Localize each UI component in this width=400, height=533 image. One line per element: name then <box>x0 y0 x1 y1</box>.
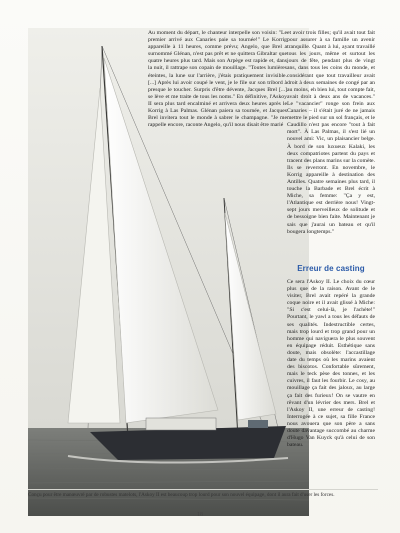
caption-divider <box>28 489 378 490</box>
photo-caption: Conçu pour être manœuvré par de robustes matelots, l'Askoy II est beaucoup trop lourd pour son nouvel équipage, dont il aura fait d'user les forces. <box>28 492 335 498</box>
article-column-right-lower: Ce sera l'Askoy II. Le choix du cœur plus que de la raison. Avant de le visiter, Brel avait repéré la grande coque noire et il avait glissé à Miche: "Si c'est celui-là, je l'achète!" Pourtant, le yawl a tous les défauts de ses qualités. Indestructible certes, mais trop lourd et trop grand pour un homme qui naviguera le plus souvent en équipage réduit. Esthétique sans doute, mais obsolète: l'accastillage date du temps où les marins avaient des biscotos. Confortable sûrement, mais le teck pèse des tonnes, et les cuivres, il faut les fourbir. Le cosy, au mouillage ça fait des jaloux, au large ça fait des furieux! On se vautre en rêvant d'un lévrier des mers. Brel et l'Askoy II, une erreur de casting! Interrogée à ce sujet, sa fille France nous avouera que son père a sans doute davantage succombé au charme d'Hugo Van Kuyck qu'à celui de son bateau. <box>287 279 375 449</box>
article-column-left: Au moment du départ, le chanteur interpelle son voisin: "Le premier arrivé aux Canaries paie sa tournée!" Le Korrig appareille à 11 heures, comme prévu; Angelo, que Brel a surnommé Glénan, n'est pas prêt et ne quittera Gibraltar que quatre heures plus tard. Mais son Arpège est rapide et, dans la nuit, il rattrape son copain de mouillage. "Toutes lumières éteintes, la lune sur l'arrière, j'étais pratiquement invisible. [...] Après lui avoir coupé le vent, je le file sur son tribord à presque le toucher. Surpris d'être dévente, Jacques Brel [...] se lève et me traite de tous les noms." En définitive, l'Askoy II sera plus tard encalminé et arrivera deux heures après le Korrig à Las Palmas. Glénan paiera sa tournée, et Jacques Brel invitera tout le monde à sabrer le champagne. "Je me rappelle encore, raconte Angelo, qu'il nous disait être marié <box>148 30 287 129</box>
section-title: Erreur de casting <box>297 264 365 273</box>
article-column-right: et avoir trois filles; qu'il avait tout fait pour assurer à sa famille un avenir tranquille. Quant à lui, ayant travaillé tous les jours, même et surtout les jours de fête, pendant plus de vingt ans, dans tous les coins du monde, et considérant que tout travailleur avait droit à deux semaines de congé par an au moins, eh bien lui, tout compte fait, avait droit à deux ans de vacances." Le "vacancier" ronge son frein aux Canaries – il s'était juré de ne jamais mettre le pied sur un sol français, et le Caudillo n'est pas encore "tout à fait mort". À Las Palmas, il s'est lié un nouvel ami: Vic, un plaisancier belge. À bord de son luxueux Kalaki, les deux compatriotes partent du pays et tracent des plans marins sur la comète. Ils se reverront. En novembre, le Korrig appareille à destination des Antilles. Quatre semaines plus tard, il touche la Barbade et Brel écrit à Miche, sa femme: "Ça y est, l'Atlantique est derrière nous! Vingt-sept jours merveilleux de solitude et de bessoigne bien faite. Maintenant je sais que j'aurai un bateau et qu'il bougera longtemps." <box>287 30 375 235</box>
page-number: 18 <box>197 512 203 518</box>
